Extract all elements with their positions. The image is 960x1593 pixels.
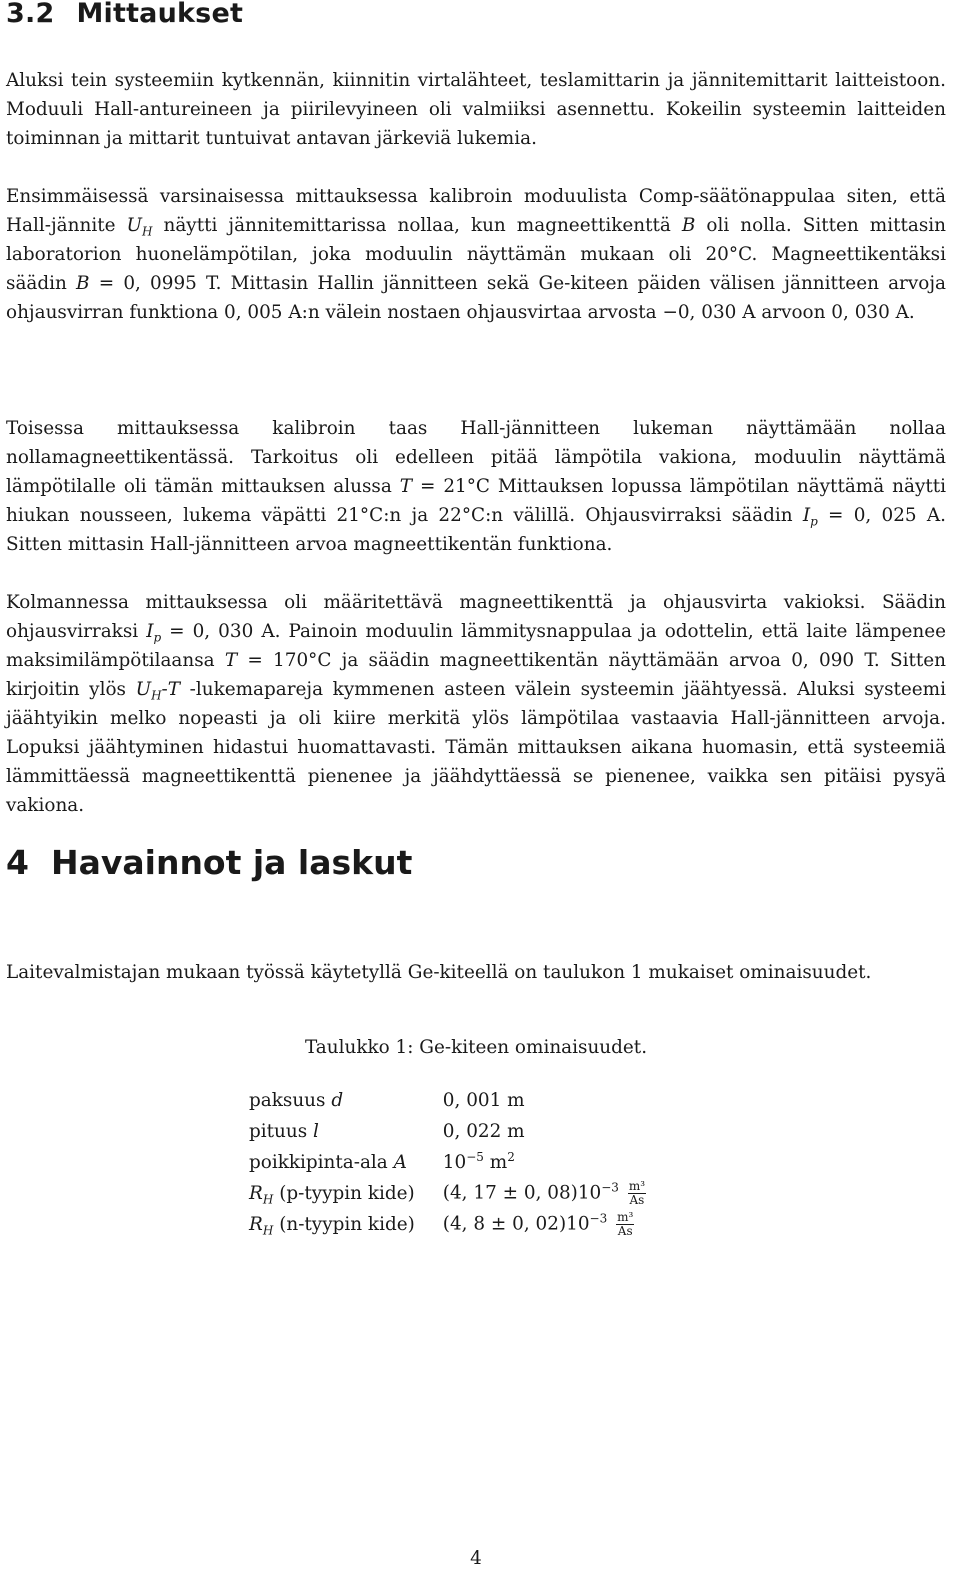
table-row: [249, 1085, 666, 1116]
text-run: oli nolla. Sitten mittasin laboratorion huonelämpötilan, joka moduulin näyttämän mukaan oli 20°C. Magneettikentäksi säädin: [6, 215, 946, 294]
symbol-u: U: [126, 215, 143, 236]
table-row: [249, 1178, 666, 1209]
table-cell-label: paksuus d: [249, 1090, 344, 1111]
paragraph-5: Laitevalmistajan mukaan työssä käytetyllä Ge-kiteellä on taulukon 1 mukaiset ominaisuudet.: [6, 962, 872, 983]
table-cell-label: poikkipinta-ala A: [249, 1152, 407, 1173]
chapter-number: 4: [6, 843, 29, 882]
section-title: Mittaukset: [76, 0, 244, 29]
symbol-t: T: [167, 679, 181, 700]
symbol-t: T: [399, 476, 413, 497]
paragraph-1: Aluksi tein systeemiin kytkennän, kiinnitin virtalähteet, teslamittarin ja jännitemittarit laitteistoon. Moduuli Hall-antureineen ja piirilevyineen oli valmiiksi asennettu. Kokeilin systeemin laitteiden toiminnan ja mittarit tuntuivat antavan järkeviä lukemia.: [6, 70, 946, 149]
symbol-b: B: [76, 273, 90, 294]
text-run: Toisessa mittauksessa kalibroin taas Hall-jännitteen lukeman näyttämään nollaa nollamagneettikentässä. Tarkoitus oli edelleen pitää lämpötila vakiona, moduulin näyttämä lämpötilalle oli tämän mittauksen alussa: [6, 418, 946, 497]
table-cell-value: (4, 17 ± 0, $08)10^{-3}$ $\frac{\text{m³}}{As}$: [442, 1179, 646, 1207]
section-number: 3.2: [6, 0, 55, 29]
symbol-i: I: [146, 621, 154, 642]
table-caption: Taulukko 1: Ge-kiteen ominaisuudet.: [304, 1037, 648, 1058]
text-run: -lukemapareja kymmenen asteen välein systeemin jäähtyessä. Aluksi systeemi jäähtyikin melko nopeasti ja oli kiire merkitä ylös lämpötilaa vastaavia Hall-jännitteen arvoja. Lopuksi jäähtyminen hidastui huomattavasti. Tämän mittauksen aikana huomasin, että systeemiä lämmittäessä magneettikenttä pienenee ja jäähdyttäessä se pienenee, vaikka sen pitäisi pysyä vakiona.: [6, 679, 946, 816]
chapter-title: Havainnot ja laskut: [50, 843, 413, 882]
symbol-b: B: [681, 215, 696, 236]
section-heading: [6, 0, 243, 29]
paragraph-2: [6, 182, 946, 327]
dash: -: [161, 679, 168, 700]
paragraph-3: [6, 414, 946, 559]
properties-table: [249, 1085, 666, 1240]
symbol-sub-h: H: [142, 224, 153, 239]
text-run: Kolmannessa mittauksessa oli määritettävä magneettikenttä ja ohjausvirta vakioksi. Säädin ohjausvirraksi: [6, 592, 946, 642]
paragraph-4: [6, 588, 946, 820]
text-run: = 21°C Mittauksen lopussa lämpötilan näyttämä näytti hiukan nousseen, lukema väpätti 21°C:n ja 22°C:n välillä. Ohjausvirraksi säädin: [6, 476, 946, 526]
table-cell-label: $R_H$ (p-tyypin kide): [249, 1183, 415, 1207]
symbol-sub-p: p: [153, 630, 162, 645]
table-row: [249, 1147, 666, 1178]
table-cell-label: $R_H$ (n-tyypin kide): [249, 1214, 415, 1238]
text-run: = 0, 025 A. Sitten mittasin Hall-jännitteen arvoa magneettikentän funktiona.: [6, 505, 946, 555]
table-row: [249, 1116, 666, 1147]
text-run: = 0, 030 A. Painoin moduulin lämmitysnappulaa ja odottelin, että laite lämpenee maksimilämpötilaansa: [6, 621, 947, 671]
symbol-sub-h: H: [151, 688, 162, 703]
table-cell-value: 0, 022 m: [442, 1121, 525, 1142]
table-cell-value: (4, 8 ± 0, $02)10^{-3}$ $\frac{\text{m³}}{As}$: [442, 1210, 634, 1238]
table-row: [249, 1209, 666, 1240]
table-cell-value: $10^{-5}$ $m^2$: [442, 1149, 515, 1173]
text-run: näytti jännitemittarissa nollaa, kun magneettikenttä: [152, 215, 682, 236]
table-cell-value: 0, 001 m: [442, 1090, 525, 1111]
unit-fraction: $\frac{\text{m³}}{As}$: [617, 1210, 634, 1238]
symbol-sub-p: p: [810, 514, 818, 529]
symbol-i: I: [802, 505, 811, 526]
chapter-heading: [6, 843, 412, 882]
unit-fraction: $\frac{\text{m³}}{As}$: [628, 1179, 646, 1207]
symbol-u: U: [135, 679, 152, 700]
table-cell-label: pituus l: [249, 1121, 319, 1142]
page-number: 4: [470, 1548, 482, 1569]
symbol-t: T: [224, 650, 238, 671]
text-run: Ensimmäisessä varsinaisessa mittauksessa kalibroin moduulista Comp-säätönappulaa siten, että Hall-jännite: [6, 186, 946, 236]
text-run: = 0, 0995 T. Mittasin Hallin jännitteen sekä Ge-kiteen päiden välisen jännitteen arvoja ohjausvirran funktiona 0, 005 A:n välein nostaen ohjausvirtaa arvosta −0, 030 A arvoon 0, 030 A.: [6, 273, 946, 323]
text-run: = 170°C ja säädin magneettikentän näyttämään arvoa 0, 090 T. Sitten kirjoitin ylös: [6, 650, 946, 700]
